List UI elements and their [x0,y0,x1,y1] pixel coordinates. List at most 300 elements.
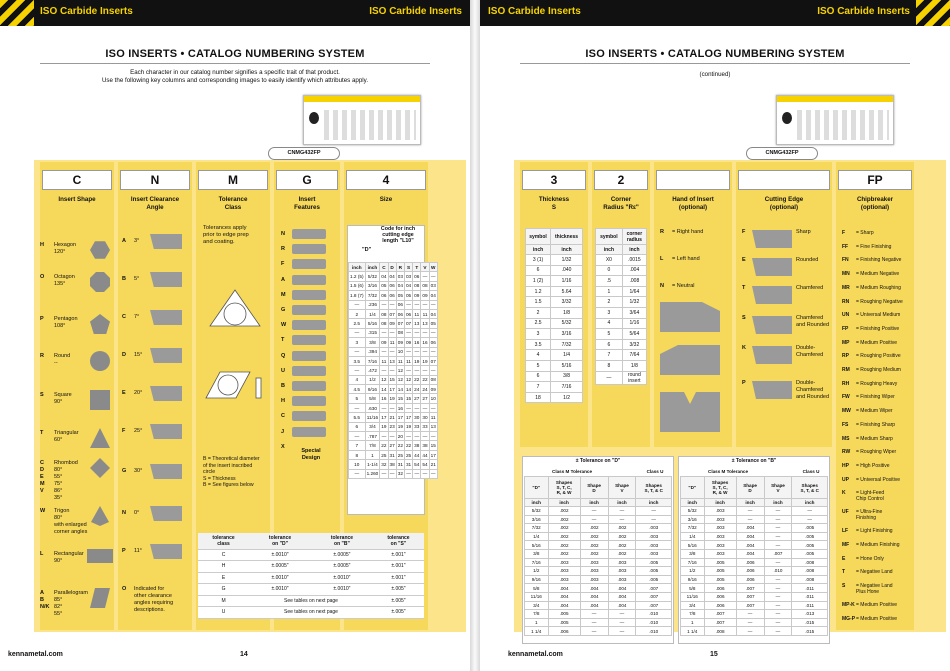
thickness-table-row [526,276,583,287]
radius-table-cell: 1/16 [622,318,646,329]
clearance-code: D [122,352,126,358]
clearance-code: G [122,468,127,474]
size-cell: 12 [404,375,412,384]
size-cell: — [413,347,421,356]
chipbreaker-text: = Sharp [856,230,874,236]
thickness-table-cell: 7/16 [551,382,583,393]
size-cell: 5/8 [365,394,380,403]
column-title: Tolerance Class [218,196,248,211]
size-cell: — [388,300,396,309]
size-cell: 25 [404,450,412,459]
edge-code: K [742,345,746,351]
size-cell: 09 [413,291,421,300]
feature-code: M [281,291,286,298]
size-col-head: V [421,263,429,272]
clearance-code: O [122,586,127,592]
tolerance-d-table-row [525,618,672,627]
tolerance-b-table-cell: 5/16 [681,541,705,550]
tolerance-cell: See tables on next page [249,607,373,619]
size-cell: 19 [396,422,404,431]
feature-code: T [281,337,285,344]
tolerance-b-table-cell: .007 [736,601,764,610]
thickness-table-cell: 1.5 [526,297,551,308]
radius-table-row [596,265,647,276]
size-cell: 31 [404,460,412,469]
size-cell: 44 [413,450,421,459]
size-cell: 09 [421,291,429,300]
thickness-table-head-cell: inch [551,245,583,255]
radius-table [595,228,647,385]
chipbreaker-code: MS [842,435,850,442]
tolerance-d-table-cell: .004 [580,592,608,601]
size-cell: — [380,469,388,478]
tolerance-b-table-cell: — [764,515,792,524]
size-cell: 2 [349,309,366,318]
shape-angle: 120° [54,249,66,255]
size-cell: 1.2 (5) [349,272,366,281]
edge-code: S [742,315,746,321]
tolerance-b-table-head-cell: inch [681,499,705,507]
thickness-table-cell: 1.2 [526,286,551,297]
hazard-stripe [916,0,950,26]
tolerance-cell: C [198,549,249,561]
size-row [349,366,438,375]
radius-table-row [596,307,647,318]
tolerance-cell: E [198,572,249,584]
shape-code: H [40,242,44,248]
size-cell: 06 [396,309,404,318]
tolerance-d-table-cell: .005 [636,575,672,584]
edge-profile-icon [752,316,792,334]
hand-text: = Left hand [672,256,700,262]
tolerance-d-table-cell: .002 [548,507,580,516]
radius-table-head-cell: corner radius [622,229,646,245]
tolerance-b-table-row [681,515,828,524]
insert-hand-neutral-icon [660,302,720,332]
radius-table-row [596,297,647,308]
radius-table-header [596,229,647,245]
size-cell: 17 [380,413,388,422]
tolerance-d-table-cell: .002 [548,515,580,524]
thickness-table-cell: 7/32 [551,339,583,350]
tolerance-b-table-cell: — [764,610,792,619]
tolerance-b-table-row [681,618,828,627]
size-cell: 30 [421,413,429,422]
chipbreaker-code: FS [842,421,849,428]
size-cell: 11 [396,356,404,365]
tolerance-cell: ±.0010" [311,572,373,584]
tolerance-d-table-cell: — [608,507,636,516]
tolerance-d-table-header [525,499,672,507]
tolerance-d-table-cell: .003 [608,575,636,584]
thickness-table-cell: 6 [526,371,551,382]
size-cell: — [380,432,388,441]
footer-url: kennametal.com [8,651,63,658]
tolerance-d-table-head-cell: inch [580,499,608,507]
edge-text: Double- Chamfered and Rounded [796,380,830,400]
tolerance-d-table-cell: 1 1/4 [525,627,549,636]
column-letter: FP [838,170,912,190]
clearance-profile-icon [150,310,182,325]
right-page [480,0,950,671]
radius-table-cell: X0 [596,255,623,266]
radius-table-row [596,318,647,329]
tolerance-b-table-cell: — [736,610,764,619]
hand-code: N [660,283,664,289]
shape-code: C D E M V [40,460,45,494]
title-divider-right [520,63,910,64]
tolerance-d-table-row [525,627,672,636]
tolerance-d-table-cell: .003 [636,524,672,533]
shape-angle: 90° [54,399,63,405]
thickness-table-row [526,392,583,403]
tolerance-b-table-cell: .005 [704,575,736,584]
size-cell: — [349,300,366,309]
chipbreaker-text: = Medium Negative [856,271,900,278]
clearance-angle: 25° [134,428,143,434]
tolerance-d-table-cell: .004 [608,584,636,593]
chipbreaker-text: = Roughing Positive [856,353,901,360]
size-cell: — [349,403,366,412]
page-title-right: ISO INSERTS • CATALOG NUMBERING SYSTEM [585,48,845,60]
shape-icon [90,272,110,292]
tolerance-d-table-class-m: Class M Tolerance [552,469,592,474]
feature-profile-icon [292,320,326,330]
chipbreaker-code: FN [842,257,849,264]
tolerance-d-table-row [525,592,672,601]
chipbreaker-text: = Universal Medium [856,312,901,319]
size-cell: 27 [421,394,429,403]
tolerance-d-table-row [525,524,672,533]
shape-angle: 108° [54,323,66,329]
tolerance-head-cell: tolerance on "S" [373,533,424,549]
clearance-angle: Indicated for other clearance angles requiring descriptions. [134,586,174,613]
feature-profile-icon [292,244,326,254]
size-cell: — [421,469,429,478]
tolerance-b-table-cell: — [764,627,792,636]
thickness-table-head-cell: inch [526,245,551,255]
tolerance-b-table-cell: .015 [792,627,828,636]
radius-table-cell: .0015 [622,255,646,266]
clearance-code: F [122,428,126,434]
tolerance-b-table-cell: .011 [792,592,828,601]
chipbreaker-code: LF [842,528,849,535]
tolerance-b-table-cell: .004 [736,532,764,541]
tolerance-b-table-cell: .011 [792,584,828,593]
chipbreaker-text: = Fine Finishing [856,243,892,250]
size-row [349,272,438,281]
tolerance-d-table-cell: .002 [608,549,636,558]
tolerance-d-table-cell: .003 [548,558,580,567]
size-cell: 5 [349,394,366,403]
hand-code: L [660,256,664,262]
tolerance-d-table-head-cell: inch [636,499,672,507]
size-cell: 1-1/4 [365,460,380,469]
size-cell: 7/16 [365,356,380,365]
thickness-table-row [526,318,583,329]
size-cell: 03 [396,272,404,281]
radius-table-row [596,286,647,297]
size-cell: 33 [421,422,429,431]
tolerance-d-table-cell: .003 [608,558,636,567]
thickness-table-cell: 1/4 [551,350,583,361]
tolerance-d-table-head-cell: Shape V [608,477,636,499]
thickness-table-cell: .040 [551,265,583,276]
tolerance-triangle-diagram [206,286,264,328]
size-cell: .787 [365,432,380,441]
feature-profile-icon [292,275,326,285]
tolerance-d-table-row [525,532,672,541]
tolerance-d-table [524,476,672,636]
thickness-table-cell: 2.5 [526,318,551,329]
size-row [349,422,438,431]
tolerance-b-table [680,476,828,636]
radius-table-cell: 1/64 [622,286,646,297]
feature-code: C [281,413,285,420]
tolerance-d-table-cell: .002 [548,549,580,558]
tolerance-d-table-cell: 5/16 [525,541,549,550]
size-cell: 08 [429,375,437,384]
tolerance-d-table-title: ± Tolerance on "D" [575,458,621,464]
size-cell: 11 [413,309,421,318]
chipbreaker-text: = Negative Land [856,569,893,576]
tolerance-b-table-cell: — [792,515,828,524]
edge-text: Rounded [796,257,819,263]
chipbreaker-code: FF [842,243,849,250]
tolerance-d-table-cell: — [580,507,608,516]
thickness-table-cell: 1/2 [551,392,583,403]
tolerance-b-table-cell: .011 [792,601,828,610]
size-cell: 13 [388,356,396,365]
tolerance-d-table-cell: .003 [580,558,608,567]
chipbreaker-text: = Finishing Positive [856,325,900,332]
size-cell: 08 [396,328,404,337]
hazard-stripe [0,0,34,26]
thickness-table-header [526,245,583,255]
radius-table-head-cell: inch [622,245,646,255]
tolerance-row [198,595,424,607]
tolerance-d-table-cell: 1 [525,618,549,627]
size-row [349,309,438,318]
size-cell: 7 [349,441,366,450]
tolerance-b-table-cell: .006 [704,601,736,610]
edge-text: Double- Chamfered [796,345,824,358]
tolerance-b-table-cell: .004 [736,541,764,550]
radius-table-cell: 1 [596,286,623,297]
size-cell: — [421,300,429,309]
size-cell: 6 [349,422,366,431]
tolerance-d-table-head-cell: inch [548,499,580,507]
size-cell: 33 [413,422,421,431]
tolerance-d-table-cell: — [608,618,636,627]
size-cell: 15 [388,375,396,384]
size-cell: 09 [388,319,396,328]
hand-code: R [660,229,664,235]
size-cell: 3/4 [365,422,380,431]
thickness-table-cell: 1/8 [551,307,583,318]
column-title: Chipbreaker (optional) [856,196,894,211]
size-cell: — [429,300,437,309]
left-header-label: ISO Carbide Inserts [40,6,133,17]
size-cell: 17 [388,385,396,394]
catalog-number-pill: CNMG432FP [268,147,340,160]
radius-table-cell: 3/64 [622,307,646,318]
radius-table-cell: 7/64 [622,350,646,361]
edge-code: T [742,285,746,291]
tolerance-b-table-cell: .008 [792,558,828,567]
column-title: Insert Shape [58,196,96,203]
size-cell: 5.5 [349,413,366,422]
chipbreaker-text: = Medium Finishing [856,542,900,548]
tolerance-d-table-row [525,549,672,558]
shape-name: Square [54,392,72,398]
size-row [349,432,438,441]
tolerance-d-table-cell: .005 [548,610,580,619]
tolerance-legend: B = Theoretical diameter of the insert inscribed circle S = Thickness B = See figures below [203,456,260,488]
size-cell: 4 [349,375,366,384]
size-cell: 21 [429,460,437,469]
tolerance-b-table-cell: .005 [792,549,828,558]
size-cell: 12 [396,366,404,375]
size-cell: — [413,328,421,337]
tolerance-row [198,584,424,596]
size-table-header [349,263,438,272]
radius-table-cell: 3 [596,307,623,318]
column-title: Size [379,196,393,203]
shape-code: W [40,508,46,514]
tolerance-b-table-class-m: Class M Tolerance [708,469,748,474]
tolerance-d-table-cell: .002 [608,524,636,533]
tolerance-d-table-head-cell: inch [525,499,549,507]
size-cell: — [349,347,366,356]
tolerance-d-table-cell: — [580,618,608,627]
clearance-profile-icon [150,464,182,479]
shape-code: A B N/K [40,590,50,610]
chipbreaker-code: MP-K [842,602,855,609]
tolerance-b-table-cell: — [764,524,792,533]
size-row [349,450,438,459]
radius-table-cell: — [596,371,623,384]
size-cell: 14 [404,385,412,394]
chipbreaker-code: MN [842,271,850,278]
size-cell: 06 [404,309,412,318]
shape-angle: 60° [54,437,63,443]
size-table [348,262,438,479]
intro-text: Each character in our catalog number signifies a specific trait of that product. Use the following key columns and corresponding images to easily identify which attributes apply. [101,69,369,84]
tolerance-b-table-cell: 1/4 [681,532,705,541]
tolerance-d-table-row [525,610,672,619]
size-cell: .630 [365,403,380,412]
tolerance-d-table-cell: .002 [580,532,608,541]
tolerance-d-table-row [525,507,672,516]
chipbreaker-text: = Medium Roughing [856,284,901,291]
tolerance-d-table-cell: — [608,610,636,619]
size-cell: — [413,432,421,441]
shape-name: Hexagon [54,242,77,248]
chipbreaker-text: = Medium Wiper [856,408,893,415]
size-cell: 16 [380,394,388,403]
size-cell: 8 [349,450,366,459]
tolerance-b-table-cell: — [736,618,764,627]
tolerance-b-table-title: ± Tolerance on "B" [731,458,777,464]
size-cell: — [380,328,388,337]
feature-profile-icon [292,381,326,391]
tolerance-b-table-head-cell: Shape V [764,477,792,499]
tolerance-d-table-cell: .002 [608,541,636,550]
radius-table-cell: .008 [622,276,646,287]
size-col-head: D [388,263,396,272]
insert-hand-left-icon [660,345,720,375]
size-cell: 19 [404,422,412,431]
tolerance-b-table-cell: 5/32 [681,507,705,516]
chipbreaker-code: MW [842,408,851,415]
clearance-angle: 5° [134,276,140,282]
size-cell: — [349,432,366,441]
size-cell: 17 [429,450,437,459]
tolerance-d-table-cell: .002 [608,532,636,541]
thickness-table-row [526,350,583,361]
radius-table-head-cell: symbol [596,229,623,245]
feature-code: G [281,307,286,313]
size-row [349,441,438,450]
size-cell: 19 [421,356,429,365]
size-cell: 15 [396,394,404,403]
tolerance-d-table-cell: 5/8 [525,584,549,593]
column-letter: 4 [346,170,426,190]
size-col-head: W [429,263,437,272]
radius-table-row [596,329,647,340]
size-cell: 04 [429,309,437,318]
chipbreaker-text: = Universal Positive [856,476,901,483]
size-cell: 13 [421,319,429,328]
size-row [349,394,438,403]
feature-code: X [281,443,285,450]
tolerance-d-table-head-cell: inch [608,499,636,507]
size-cell: 10 [429,394,437,403]
size-cell: 44 [421,450,429,459]
size-cell: .472 [365,366,380,375]
size-cell: — [388,347,396,356]
size-cell: — [404,347,412,356]
clearance-profile-icon [150,424,182,439]
thickness-table-cell: 3/16 [551,329,583,340]
size-cell: 22 [380,441,388,450]
size-cell: 08 [380,309,388,318]
chipbreaker-code: UN [842,312,850,319]
tolerance-d-table-cell: — [636,515,672,524]
chipbreaker-code: RW [842,449,851,456]
clearance-angle: 20° [134,390,143,396]
chipbreaker-code: UF [842,509,849,516]
size-cell: 07 [404,319,412,328]
chipbreaker-code: S [842,583,846,590]
tolerance-b-table-cell: 7/8 [681,610,705,619]
edge-text: Chamfered and Rounded [796,315,830,328]
tolerance-d-table-cell: .005 [636,558,672,567]
tolerance-b-table-row [681,524,828,533]
tolerance-rhombus-diagram [204,368,266,408]
chipbreaker-code: FP [842,325,849,332]
chipbreaker-text: = Roughing Negative [856,298,903,305]
size-col-head: C [380,263,388,272]
chipbreaker-code: RH [842,380,850,387]
clearance-profile-icon [150,234,182,249]
tolerance-b-table-cell: .013 [792,610,828,619]
tolerance-d-table-row [525,515,672,524]
thumbnail-catalog-page-right [776,95,894,145]
size-col-head: inch [365,263,380,272]
shape-angle: 90° [54,558,63,564]
